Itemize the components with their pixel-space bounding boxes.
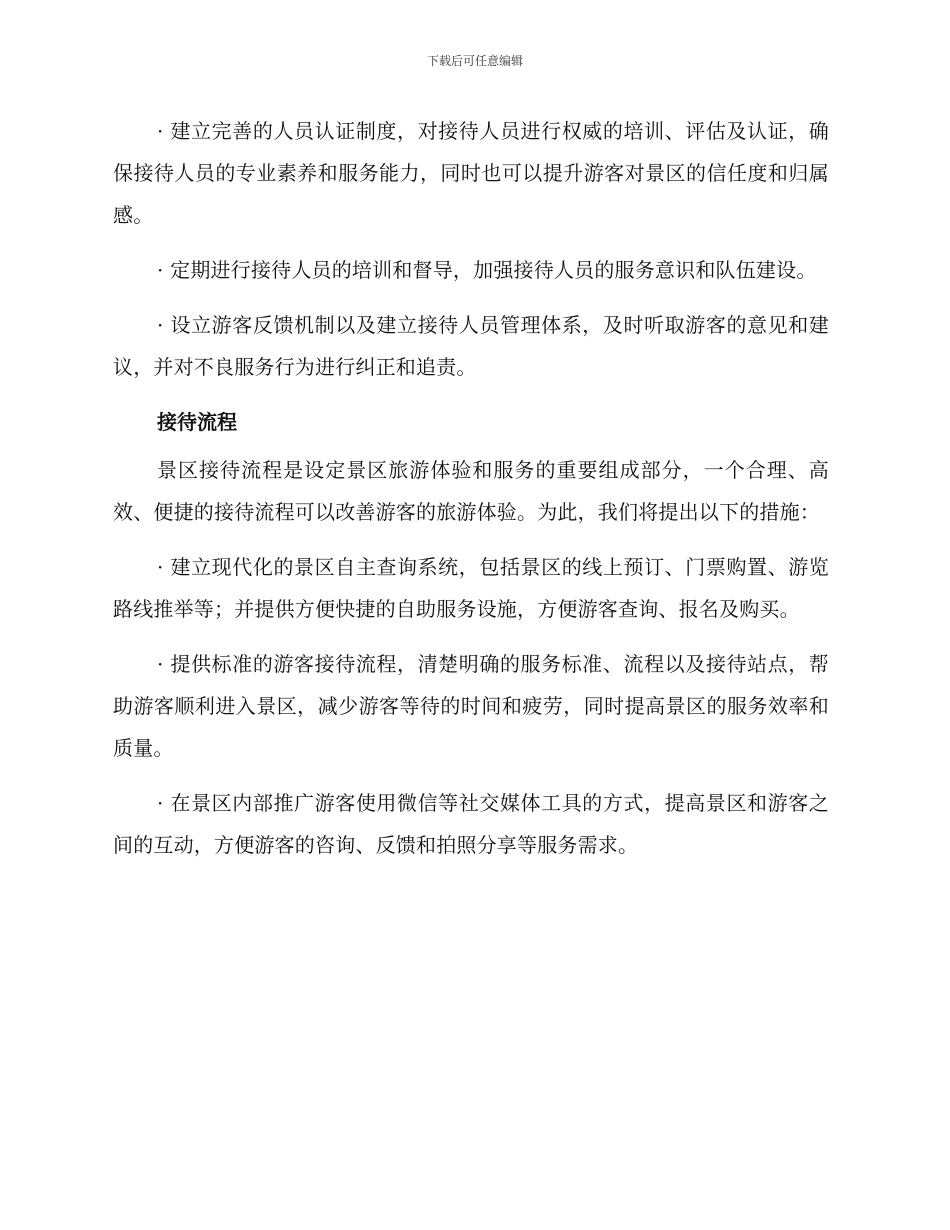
- bullet-paragraph-social-media: · 在景区内部推广游客使用微信等社交媒体工具的方式，提高景区和游客之间的互动，方便游客的咨询、反馈和拍照分享等服务需求。: [113, 791, 829, 857]
- bullet-paragraph-query-system: · 建立现代化的景区自主查询系统，包括景区的线上预订、门票购置、游览路线推举等；并提供方便快捷的自助服务设施，方便游客查询、报名及购买。: [113, 555, 829, 621]
- bullet-paragraph-training: · 定期进行接待人员的培训和督导，加强接待人员的服务意识和队伍建设。: [157, 258, 817, 282]
- bullet-paragraph-certification: · 建立完善的人员认证制度，对接待人员进行权威的培训、评估及认证，确保接待人员的专业素养和服务能力，同时也可以提升游客对景区的信任度和归属感。: [113, 119, 829, 227]
- section-heading: 接待流程: [157, 410, 237, 434]
- intro-paragraph: 景区接待流程是设定景区旅游体验和服务的重要组成部分，一个合理、高效、便捷的接待流程可以改善游客的旅游体验。为此，我们将提出以下的措施：: [113, 458, 829, 524]
- document-body: [113, 110, 829, 879]
- bullet-paragraph-feedback: · 设立游客反馈机制以及建立接待人员管理体系，及时听取游客的意见和建议，并对不良服务行为进行纠正和追责。: [113, 313, 829, 379]
- page-header: 下载后可任意编辑: [426, 54, 523, 68]
- bullet-paragraph-standard-process: · 提供标准的游客接待流程，清楚明确的服务标准、流程以及接待站点，帮助游客顺利进入景区，减少游客等待的时间和疲劳，同时提高景区的服务效率和质量。: [113, 652, 829, 760]
